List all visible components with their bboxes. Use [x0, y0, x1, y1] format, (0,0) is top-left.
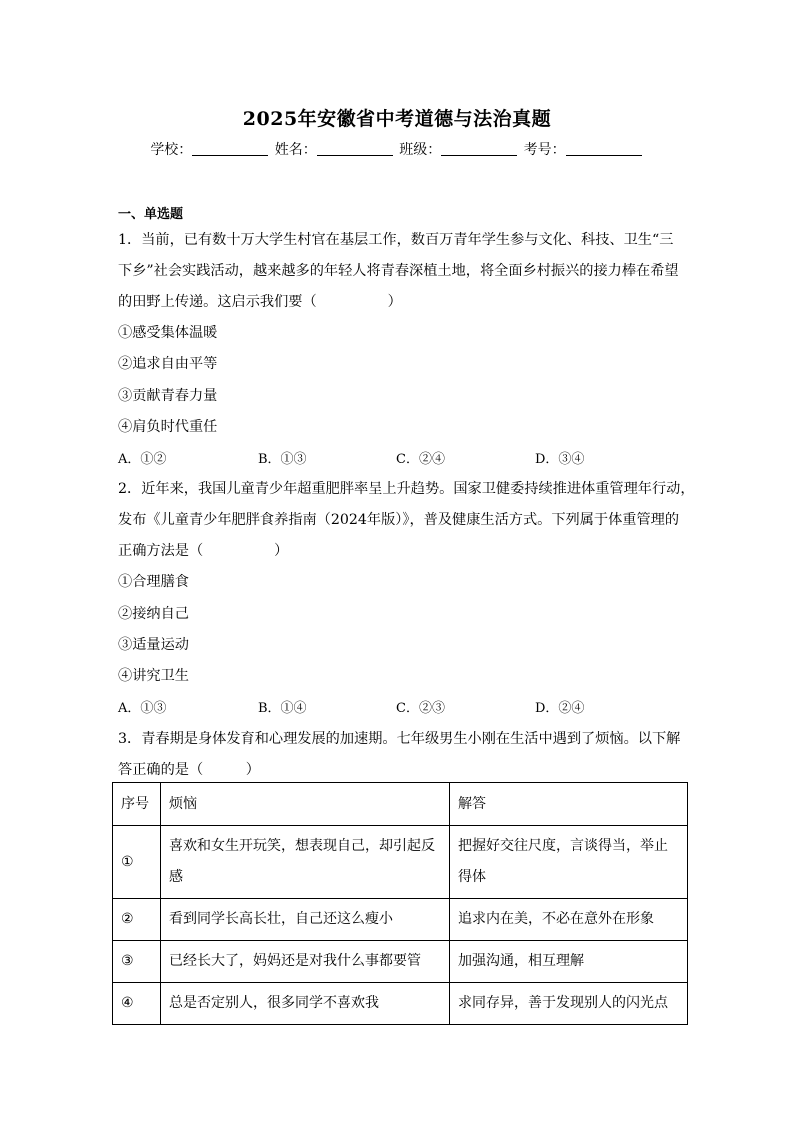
q1-stem-line-1: 1．当前，已有数十万大学生村官在基层工作，数百万青年学生参与文化、科技、卫生“三: [118, 232, 674, 248]
table-header-row: [113, 783, 688, 826]
q2-stem-line-1: 2．近年来，我国儿童青少年超重肥胖率呈上升趋势。国家卫健委持续推进体重管理年行动，: [118, 481, 695, 497]
table-cell: ①: [113, 826, 161, 899]
q1-item-2: ②追求自由平等: [118, 356, 218, 372]
table-cell: ④: [113, 983, 161, 1025]
exam-no-blank: [566, 141, 642, 156]
q1-option-b[interactable]: B．①③: [258, 452, 307, 467]
table-header-cell: 烦恼: [161, 783, 450, 826]
table-cell: ②: [113, 899, 161, 941]
q2-stem-line-3: 正确方法是（ ）: [118, 543, 289, 559]
q3-stem-line-1: 3．青春期是身体发育和心理发展的加速期。七年级男生小刚在生活中遇到了烦恼。以下解: [118, 731, 681, 747]
table-row: [113, 826, 688, 899]
q1-stem-line-2: 下乡”社会实践活动，越来越多的年轻人将青春深植土地，将全面乡村振兴的接力棒在希望: [118, 263, 679, 279]
q3-table: [112, 782, 688, 1025]
table-cell: 总是否定别人，很多同学不喜欢我: [161, 983, 450, 1025]
q2-item-1: ①合理膳食: [118, 574, 189, 590]
table-row: [113, 983, 688, 1025]
q1-stem-line-3: 的田野上传递。这启示我们要（ ）: [118, 294, 402, 310]
q2-item-4: ④讲究卫生: [118, 668, 189, 684]
table-cell: 已经长大了，妈妈还是对我什么事都要管: [161, 941, 450, 983]
table-row: [113, 899, 688, 941]
name-label: 姓名：: [274, 142, 317, 158]
exam-no-label: 考号：: [523, 142, 566, 158]
table-row: [113, 941, 688, 983]
q2-option-b[interactable]: B．①④: [258, 701, 307, 716]
q1-item-4: ④肩负时代重任: [118, 419, 218, 435]
table-header-cell: 序号: [113, 783, 161, 826]
school-label: 学校：: [150, 142, 193, 158]
q2-item-3: ③适量运动: [118, 637, 189, 653]
table-cell: 把握好交往尺度，言谈得当，举止得体: [450, 826, 688, 899]
table-cell: 加强沟通，相互理解: [450, 941, 688, 983]
table-cell: 喜欢和女生开玩笑，想表现自己，却引起反感: [161, 826, 450, 899]
table-cell: 求同存异，善于发现别人的闪光点: [450, 983, 688, 1025]
q3-stem-line-2: 答正确的是（ ）: [118, 762, 260, 778]
q2-option-a[interactable]: A．①③: [118, 701, 167, 716]
class-blank: [441, 141, 517, 156]
table-cell: 看到同学长高长壮，自己还这么瘦小: [161, 899, 450, 941]
class-label: 班级：: [399, 142, 442, 158]
name-blank: [317, 141, 393, 156]
student-info-row: [0, 139, 794, 159]
table-cell: 追求内在美，不必在意外在形象: [450, 899, 688, 941]
q1-option-a[interactable]: A．①②: [118, 452, 167, 467]
table-cell: ③: [113, 941, 161, 983]
q2-item-2: ②接纳自己: [118, 606, 189, 622]
q1-option-c[interactable]: C．②④: [396, 452, 445, 467]
q2-stem-line-2: 发布《儿童青少年肥胖食养指南（2024年版）》，普及健康生活方式。下列属于体重管理的: [118, 512, 680, 528]
page-title: 2025年安徽省中考道德与法治真题: [242, 108, 552, 130]
school-blank: [192, 141, 268, 156]
q2-option-c[interactable]: C．②③: [396, 701, 445, 716]
q1-item-1: ①感受集体温暖: [118, 325, 218, 341]
table-header-cell: 解答: [450, 783, 688, 826]
section-heading: 一、单选题: [118, 207, 184, 222]
q1-item-3: ③贡献青春力量: [118, 388, 218, 404]
q1-option-d[interactable]: D．③④: [535, 452, 585, 467]
q2-option-d[interactable]: D．②④: [535, 701, 585, 716]
